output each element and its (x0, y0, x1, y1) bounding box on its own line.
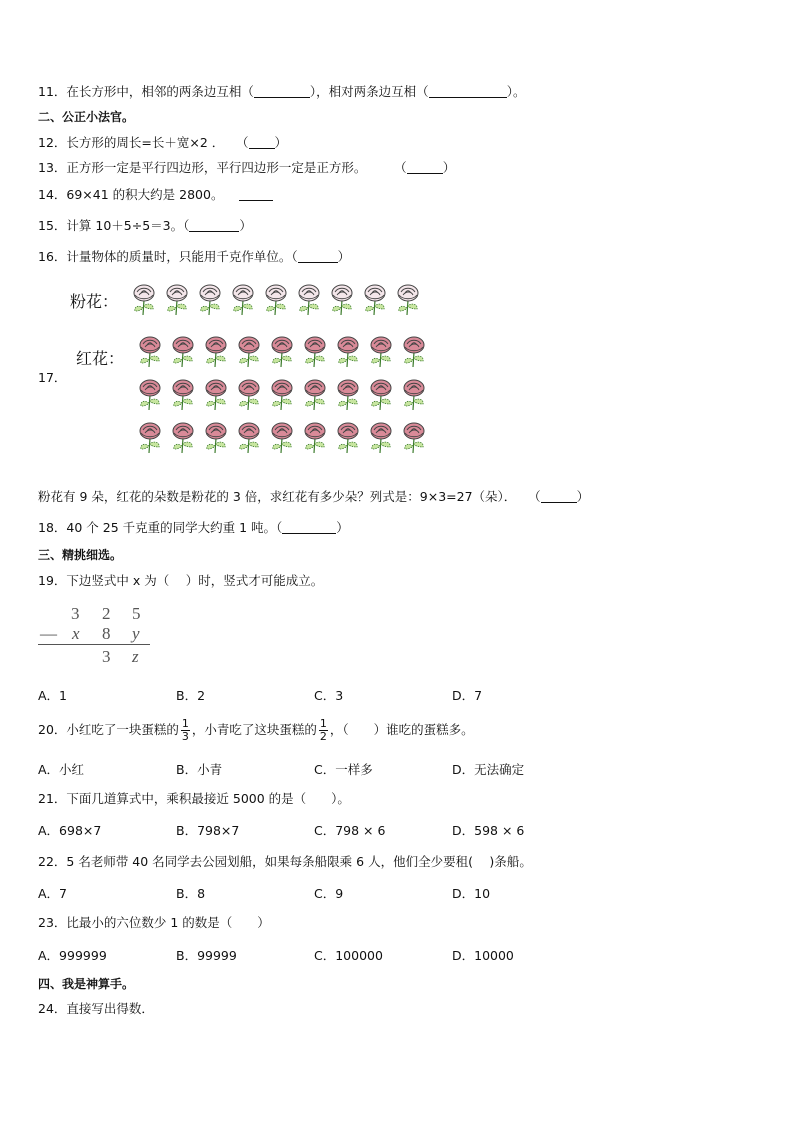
option-c[interactable]: C．9 (314, 886, 344, 901)
option-a[interactable]: A．7 (38, 886, 68, 901)
option-a[interactable]: A．698×7 (38, 823, 102, 838)
rose-icon (395, 284, 421, 316)
option-c[interactable]: C．798 × 6 (314, 823, 386, 838)
rose-icon (236, 336, 262, 368)
rose-icon (302, 422, 328, 454)
question-16: 16．计量物体的质量时，只能用千克作单位。（ ） (38, 249, 351, 264)
subtraction-line (38, 644, 150, 645)
vertical-subtraction: 3 2 5 — x 8 y 3 z (38, 604, 150, 668)
rose-icon (302, 379, 328, 411)
section-heading-3: 三、精挑细选。 (38, 548, 123, 562)
answer-blank[interactable] (407, 160, 443, 174)
rose-icon (269, 379, 295, 411)
rose-icon (137, 422, 163, 454)
red-flower-label: 红花： (76, 349, 125, 368)
answer-blank[interactable] (239, 187, 273, 201)
rose-icon (296, 284, 322, 316)
question-18: 18．40 个 25 千克重的同学大约重 1 吨。（ ） (38, 520, 349, 535)
question-24: 24．直接写出得数． (38, 1001, 154, 1016)
rose-icon (170, 336, 196, 368)
question-19: 19．下边竖式中 x 为（ ）时，竖式才可能成立。 (38, 573, 324, 588)
rose-icon (203, 336, 229, 368)
answer-blank[interactable] (429, 84, 507, 98)
answer-blank[interactable] (282, 520, 336, 534)
question-12: 12．长方形的周长=长＋宽×2 ． （ ） (38, 135, 288, 150)
option-d[interactable]: D．无法确定 (452, 762, 525, 777)
option-b[interactable]: B．8 (176, 886, 206, 901)
rose-icon (368, 336, 394, 368)
question-17-number: 17． (38, 370, 67, 385)
option-d[interactable]: D．10 (452, 886, 491, 901)
section-heading-4: 四、我是神算手。 (38, 977, 135, 991)
rose-icon (335, 422, 361, 454)
rose-icon (401, 379, 427, 411)
rose-icon (368, 422, 394, 454)
question-21: 21．下面几道算式中，乘积最接近 5000 的是（ ）。 (38, 791, 350, 806)
rose-icon (269, 422, 295, 454)
rose-icon (236, 422, 262, 454)
rose-icon (236, 379, 262, 411)
fraction-one-third: $\frac{1}{3}$ (181, 717, 189, 743)
question-14: 14．69×41 的积大约是 2800。 (38, 186, 273, 204)
option-b[interactable]: B．99999 (176, 948, 237, 963)
question-22: 22．5 名老师带 40 名同学去公园划船，如果每条船限乘 6 人，他们全少要租( )条船。 (38, 854, 532, 869)
option-c[interactable]: C．一样多 (314, 762, 373, 777)
option-a[interactable]: A．1 (38, 688, 68, 703)
rose-icon (203, 379, 229, 411)
question-23: 23．比最小的六位数少 1 的数是（ ） (38, 915, 270, 930)
answer-blank[interactable] (249, 135, 275, 149)
option-c[interactable]: C．3 (314, 688, 344, 703)
section-heading-2: 二、公正小法官。 (38, 110, 135, 124)
question-17: 粉花有 9 朵，红花的朵数是粉花的 3 倍，求红花有多少朵？列式是：9×3=27（朵）． （ ） (38, 489, 590, 504)
option-a[interactable]: A．小红 (38, 762, 85, 777)
pink-flower-label: 粉花： (70, 292, 119, 311)
rose-icon (368, 379, 394, 411)
option-d[interactable]: D．598 × 6 (452, 823, 525, 838)
rose-icon (203, 422, 229, 454)
option-b[interactable]: B．2 (176, 688, 206, 703)
option-a[interactable]: A．999999 (38, 948, 107, 963)
option-b[interactable]: B．小青 (176, 762, 223, 777)
rose-icon (335, 379, 361, 411)
rose-icon (401, 422, 427, 454)
rose-icon (131, 284, 157, 316)
rose-icon (137, 379, 163, 411)
rose-icon (230, 284, 256, 316)
question-20: 20．小红吃了一块蛋糕的 $\frac{1}{3}$ ，小青吃了这块蛋糕的 $\frac{1}{2}$ ，（ ）谁吃的蛋糕多。 (38, 717, 474, 743)
question-13: 13．正方形一定是平行四边形，平行四边形一定是正方形。 （ ） (38, 160, 456, 175)
rose-icon (362, 284, 388, 316)
answer-blank[interactable] (298, 249, 338, 263)
rose-icon (164, 284, 190, 316)
answer-blank[interactable] (254, 84, 310, 98)
question-15: 15．计算 10＋5÷5＝3。（ ） (38, 218, 252, 233)
answer-blank[interactable] (541, 489, 577, 503)
fraction-one-half: $\frac{1}{2}$ (319, 717, 327, 743)
option-d[interactable]: D．10000 (452, 948, 514, 963)
rose-icon (137, 336, 163, 368)
rose-icon (170, 379, 196, 411)
question-11: 11．在长方形中，相邻的两条边互相（ ），相对两条边互相（ ）。 (38, 84, 526, 99)
answer-blank[interactable] (189, 218, 239, 232)
rose-icon (170, 422, 196, 454)
option-d[interactable]: D．7 (452, 688, 483, 703)
rose-icon (329, 284, 355, 316)
option-c[interactable]: C．100000 (314, 948, 383, 963)
rose-icon (197, 284, 223, 316)
option-b[interactable]: B．798×7 (176, 823, 240, 838)
rose-icon (263, 284, 289, 316)
rose-icon (335, 336, 361, 368)
rose-icon (302, 336, 328, 368)
rose-icon (269, 336, 295, 368)
rose-icon (401, 336, 427, 368)
